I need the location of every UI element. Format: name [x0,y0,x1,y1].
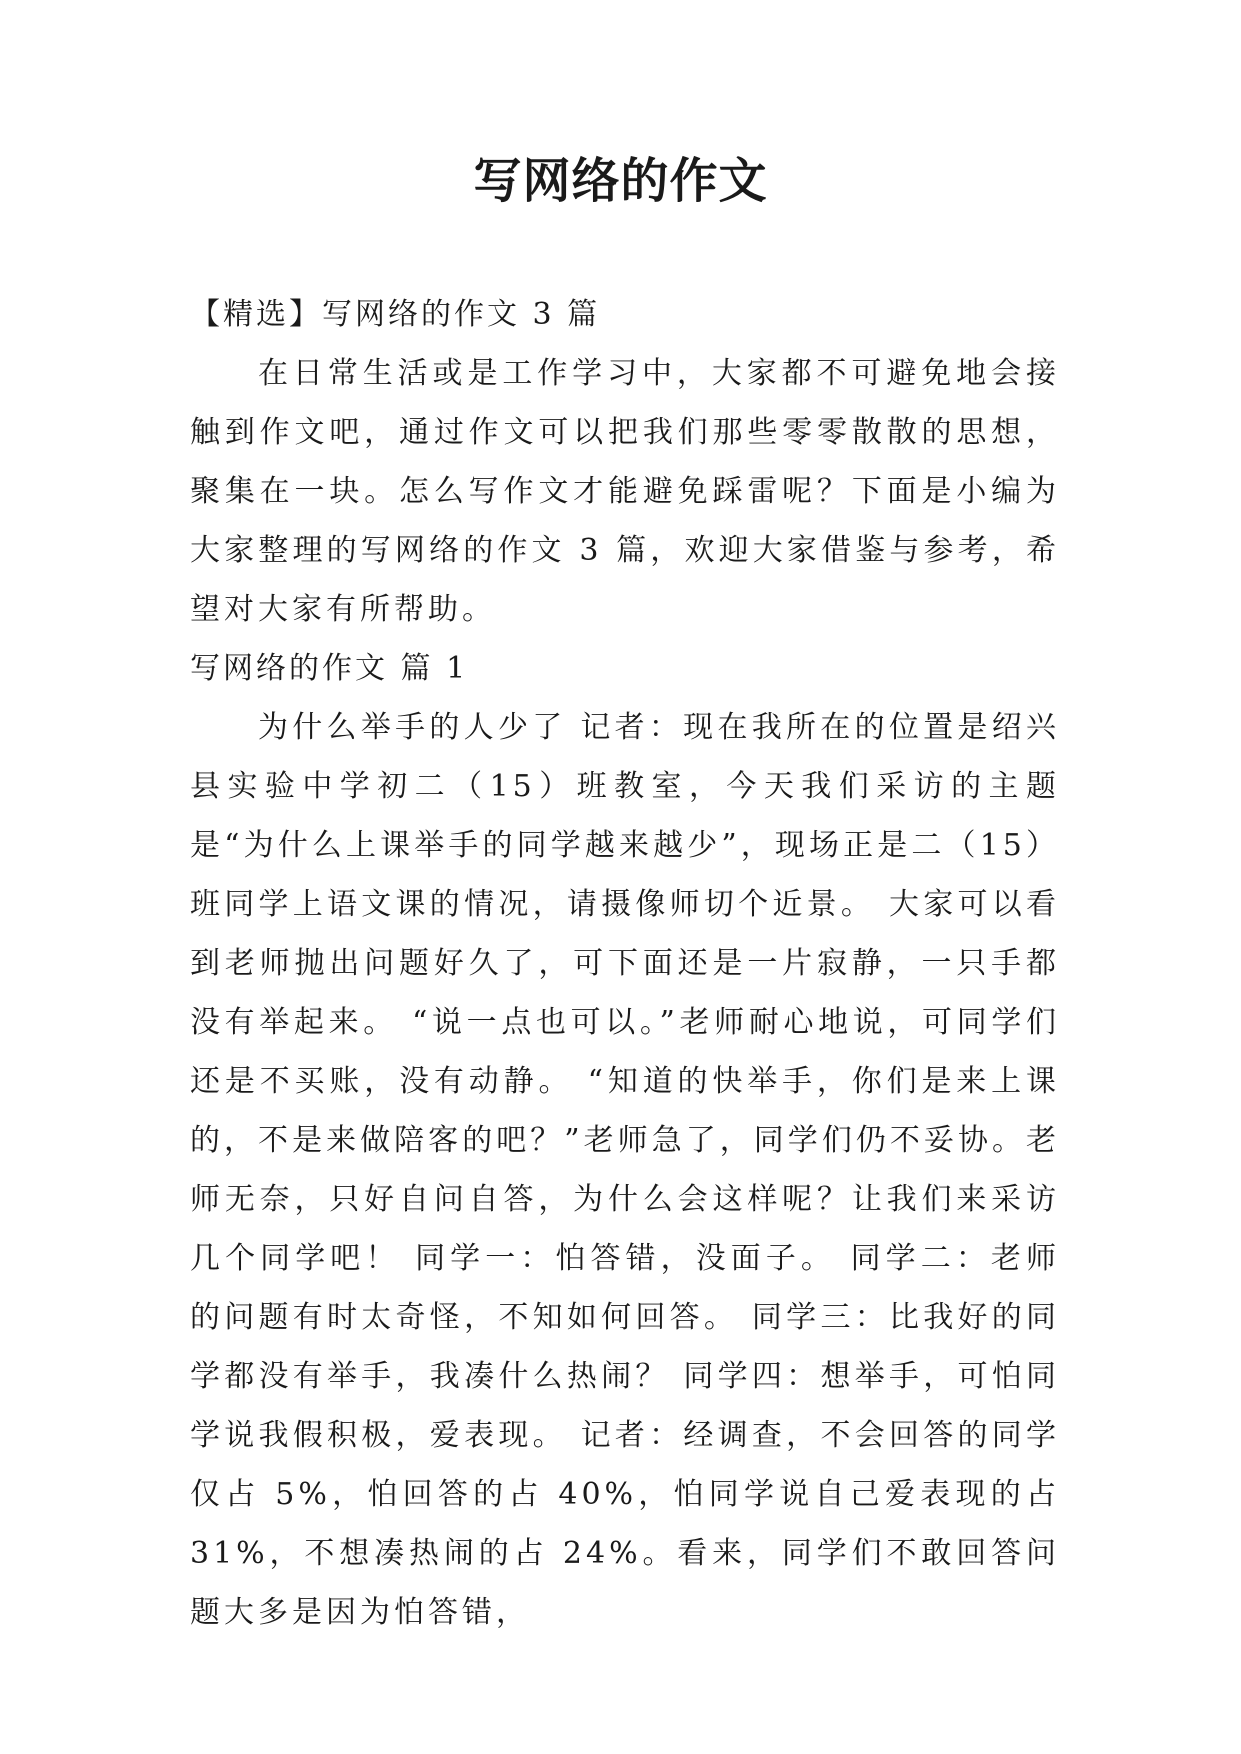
document-subtitle: 【精选】写网络的作文 3 篇 [190,297,601,332]
document-title: 写网络的作文 [473,153,768,209]
section-heading: 写网络的作文 篇 1 [190,651,469,686]
section-body-paragraph: 为什么举手的人少了 记者：现在我所在的位置是绍兴县实验中学初二（15）班教室，今天我们采访的主题是“为什么上课举手的同学越来越少”，现场正是二（15）班同学上语文课的情况，请摄像师切个近景。 大家可以看到老师抛出问题好久了，可下面还是一片寂静，一只手都没有举起来。 “说一点也可以。”老师耐心地说，可同学们还是不买账，没有动静。 “知道的快举手，你们是来上课的，不是来做陪客的吧？”老师急了，同学们仍不妥协。老师无奈，只好自问自答，为什么会这样呢？让我们来采访几个同学吧！ 同学一：怕答错，没面子。 同学二：老师的问题有时太奇怪，不知如何回答。 同学三：比我好的同学都没有举手，我凑什么热闹？ 同学四：想举手，可怕同学说我假积极，爱表现。 记者：经调查，不会回答的同学仅占 5%，怕回答的占 40%，怕同学说自己爱表现的占 31%，不想凑热闹的占 24%。看来，同学们不敢回答问题大多是因为怕答错， [190,710,1060,1630]
intro-paragraph: 在日常生活或是工作学习中，大家都不可避免地会接触到作文吧，通过作文可以把我们那些零零散散的思想，聚集在一块。怎么写作文才能避免踩雷呢？下面是小编为大家整理的写网络的作文 3 篇，欢迎大家借鉴与参考，希望对大家有所帮助。 [190,356,1060,627]
document-body [190,285,1060,1642]
